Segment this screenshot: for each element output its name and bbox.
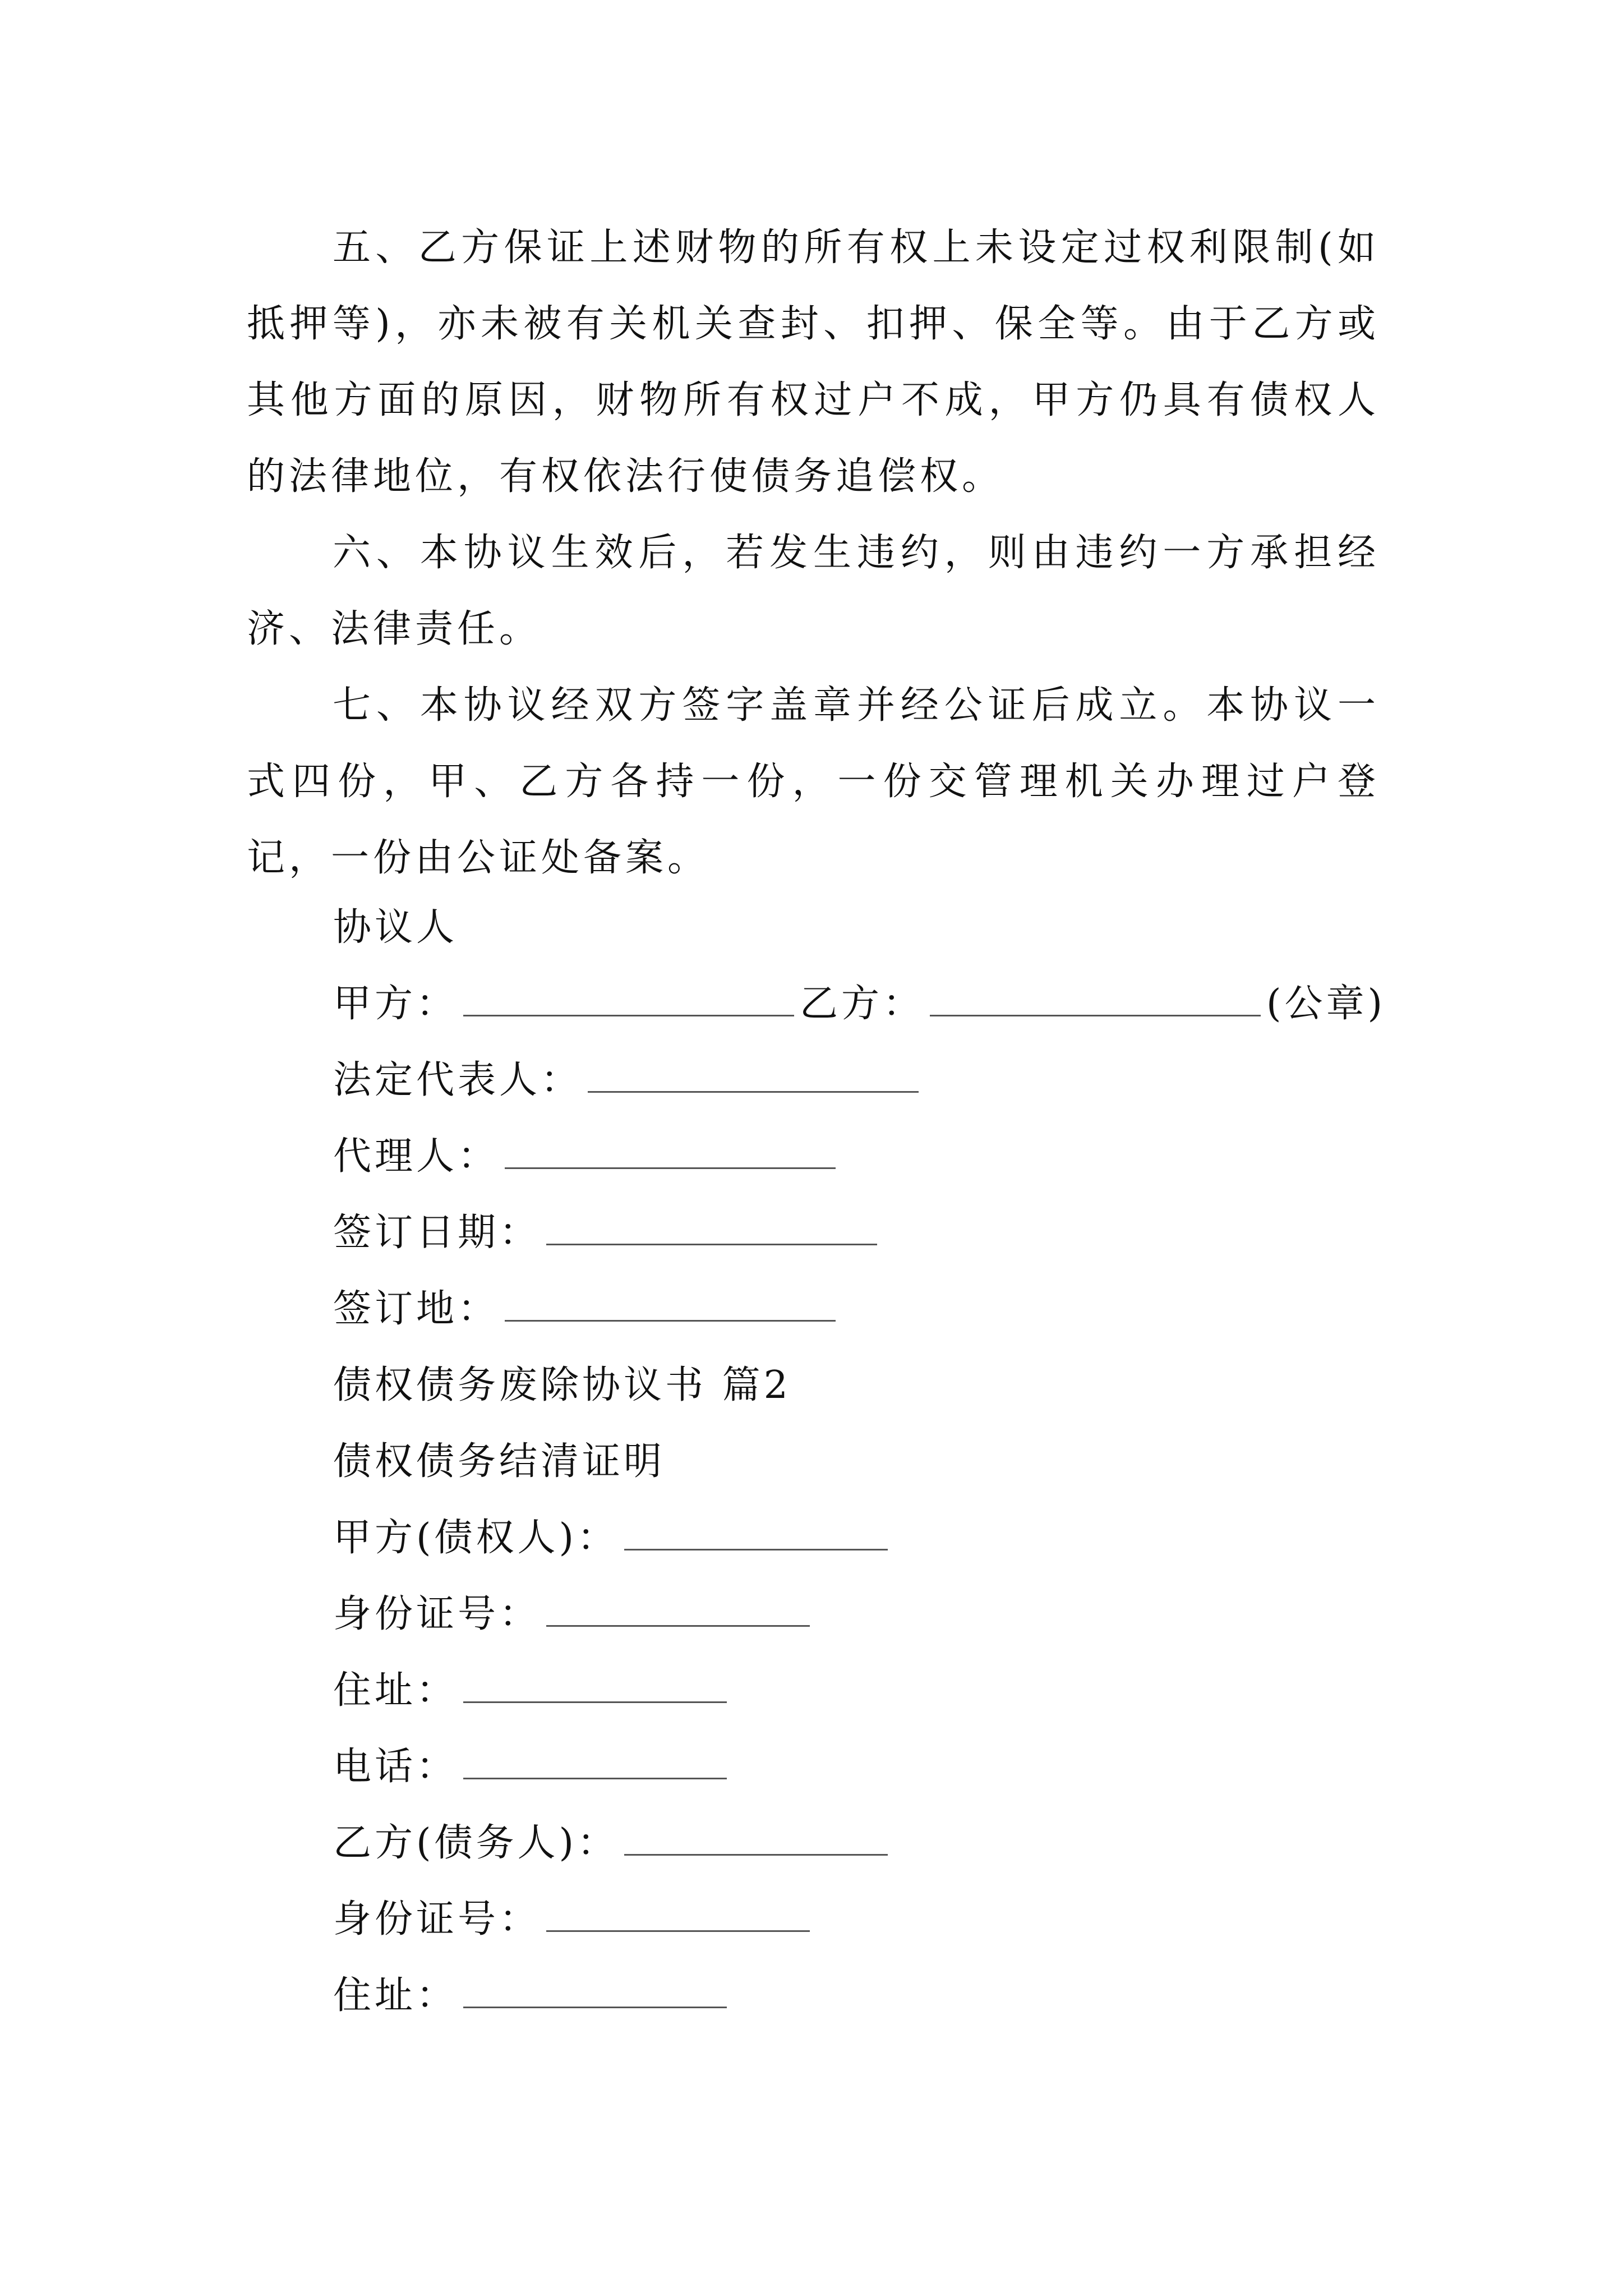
debtor-address-blank[interactable] [463,1970,727,2008]
agent-row [333,1130,841,1184]
party-a-label: 甲方： [333,982,458,1026]
creditor-id-row [333,1588,815,1641]
sign-date-label: 签订日期： [333,1211,541,1255]
debtor-label: 乙方(债务人)： [333,1821,619,1865]
legal-representative-row [333,1053,924,1107]
creditor-address-blank[interactable] [463,1664,727,1703]
sign-date-blank[interactable] [546,1207,877,1245]
creditor-label: 甲方(债权人)： [333,1516,619,1560]
party-signature-row [333,977,1386,1031]
creditor-address-label: 住址： [333,1668,458,1713]
clause-7-paragraph: 七、本协议经双方签字盖章并经公证后成立。本协议一式四份，甲、乙方各持一份，一份交管理机关办理过户登记，一份由公证处备案。 [247,683,1380,880]
creditor-phone-row [333,1740,732,1794]
debtor-id-blank[interactable] [546,1893,810,1932]
signatories-heading-text: 协议人 [333,905,458,950]
party-b-blank[interactable] [930,978,1261,1016]
section-subtitle [333,1435,665,1489]
legal-representative-blank[interactable] [588,1054,919,1093]
agent-blank[interactable] [505,1130,836,1169]
debtor-address-row [333,1969,732,2023]
sign-place-label: 签订地： [333,1287,500,1331]
creditor-phone-blank[interactable] [463,1741,727,1779]
sign-place-blank[interactable] [505,1283,836,1322]
clause-6-paragraph: 六、本协议生效后，若发生违约，则由违约一方承担经济、法律责任。 [247,531,1380,651]
sign-date-row [333,1206,883,1260]
signatories-heading [333,901,458,955]
party-b-label: 乙方： [800,982,925,1026]
sign-place-row [333,1282,841,1336]
creditor-blank[interactable] [624,1512,888,1550]
creditor-id-blank[interactable] [546,1588,810,1627]
legal-representative-label: 法定代表人： [333,1058,583,1102]
debtor-address-label: 住址： [333,1973,458,2018]
creditor-phone-label: 电话： [333,1745,458,1789]
section-subtitle-text: 债权债务结清证明 [333,1439,666,1484]
debtor-id-label: 身份证号： [333,1897,541,1941]
creditor-id-label: 身份证号： [333,1592,541,1636]
section-title-text: 债权债务废除协议书 篇2 [333,1363,791,1407]
agent-label: 代理人： [333,1134,500,1179]
debtor-blank[interactable] [624,1817,888,1856]
section-title [333,1359,791,1412]
clause-5-paragraph: 五、乙方保证上述财物的所有权上未设定过权利限制(如抵押等)，亦未被有关机关查封、扣押、保全等。由于乙方或其他方面的原因，财物所有权过户不成，甲方仍具有债权人的法律地位，有权依法行使债务追偿权。 [247,226,1380,499]
party-a-blank[interactable] [463,978,794,1016]
creditor-address-row [333,1664,732,1718]
debtor-id-row [333,1893,815,1947]
debtor-row [333,1816,893,1870]
seal-note: (公章) [1266,982,1386,1026]
creditor-row [333,1511,893,1565]
